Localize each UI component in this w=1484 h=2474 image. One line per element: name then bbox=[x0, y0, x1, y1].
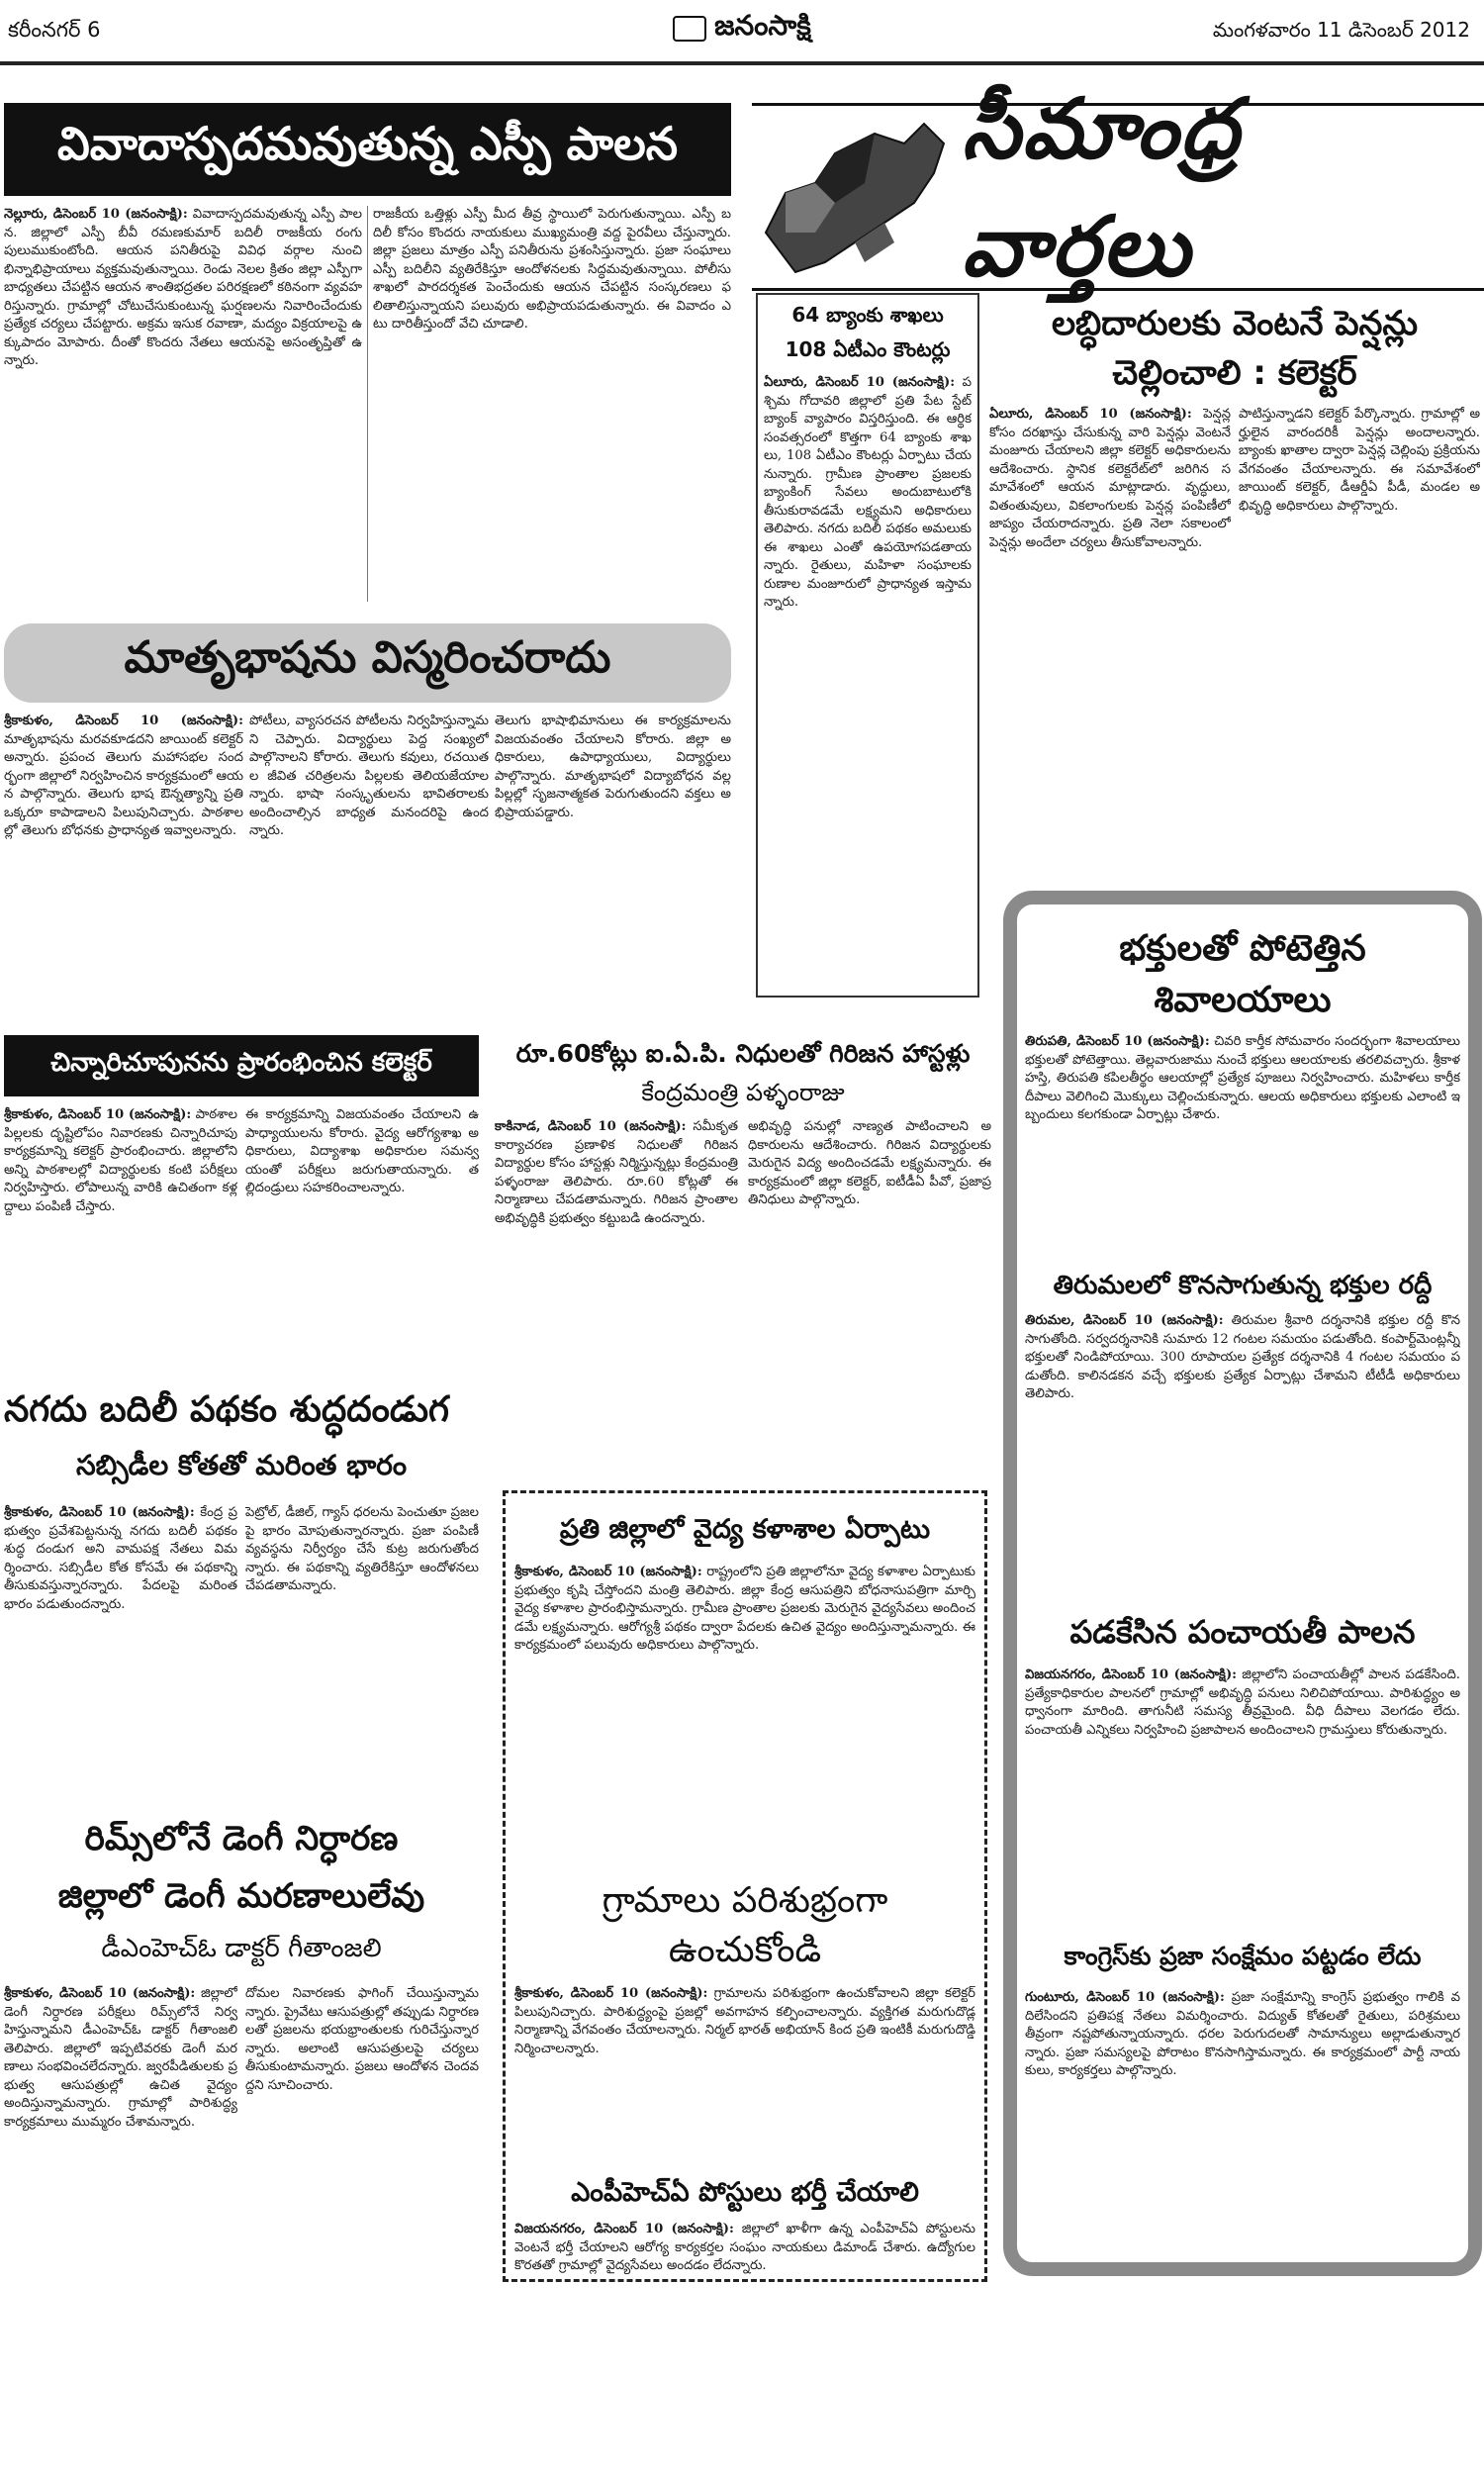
sp-rule-text-2: రాజకీయ ఒత్తిళ్లు ఎస్పీ మీద తీవ్ర స్థాయిలో పెరుగుతున్నాయి. ఎస్పీ బదిలీ కోసం కొందరు నాయకులు ముఖ్యమంత్రి వద్ద పైరవీలు చేస్తున్నారు. జిల్లా ప్రజలు మాత్రం ఎస్పీ పనితీరును ప్రశంసిస్తున్నారు. ప్రజా సంఘాలు ఎస్పీ బదిలీని వ్యతిరేకిస్తూ ఆందోళనలకు సిద్ధమవుతున్నాయి. పోలీసు శాఖలో పారదర్శకత పెంచేందుకు ఆయన చేపట్టిన సంస్కరణలు ఫలితాలిస్తున్నాయని పలువురు అభిప్రాయపడుతున్నారు. ఈ వివాదం ఎటు దారితీస్తుందో వేచి చూడాలి. bbox=[373, 207, 731, 332]
collector-scheme-dateline: శ్రీకాకుళం, డిసెంబర్ 10 (జనంసాక్షి): bbox=[4, 1107, 192, 1122]
clean-villages-headline-2: ఉంచుకోండి bbox=[668, 1930, 822, 1970]
anm-posts-dateline: విజయనగరం, డిసెంబర్ 10 (జనంసాక్షి): bbox=[514, 2222, 734, 2236]
sp-rule-text-1: వివాదాస్పదమవుతున్న ఎస్పీ పాలన. జిల్లాలో ఎస్పీ బీవీ రమణకుమార్ బదిలీ రాజకీయ రంగు పులుముకుంటోంది. ఆయన పనితీరుపై వివిధ వర్గాల నుంచి భిన్నాభిప్రాయాలు వ్యక్తమవుతున్నాయి. రెండు నెలల క్రితం జిల్లా ఎస్పీగా బాధ్యతలు చేపట్టిన ఆయన శాంతిభద్రతల పరిరక్షణలో కఠినంగా వ్యవహరిస్తున్నారు. గ్రామాల్లో చోటుచేసుకుంటున్న ఘర్షణలను నివారించేందుకు ప్రత్యేక చర్యలు చేపట్టారు. అక్రమ ఇసుక రవాణా, మద్యం విక్రయాలపై ఉక్కుపాదం మోపారు. దీంతో కొందరు నేతలు ఆయనపై అసంతృప్తితో ఉన్నారు. bbox=[4, 207, 362, 368]
panchayat-dateline: విజయనగరం, డిసెంబర్ 10 (జనంసాక్షి): bbox=[1025, 1667, 1238, 1682]
cash-transfer-col1 bbox=[4, 1504, 237, 1801]
sp-rule-col2 bbox=[373, 206, 731, 602]
mother-tongue-col1 bbox=[4, 713, 243, 1029]
panchayat-headline: పడకేసిన పంచాయతీ పాలన bbox=[1069, 1613, 1416, 1651]
anm-posts-body bbox=[514, 2221, 975, 2276]
dengue-dateline: శ్రీకాకుళం, డిసెంబర్ 10 (జనంసాక్షి): bbox=[4, 1986, 196, 2001]
tribal-hostels-dateline: కాకినాడ, డిసెంబర్ 10 (జనంసాక్షి): bbox=[495, 1119, 687, 1134]
pension-col2 bbox=[1239, 406, 1480, 881]
bank-atm-dateline: ఏలూరు, డిసెంబర్ 10 (జనంసాక్షి): bbox=[764, 375, 956, 390]
devotees-headline-1: భక్తులతో పోటెత్తిన bbox=[1119, 928, 1366, 969]
column-rule bbox=[367, 206, 368, 602]
bank-atm-box bbox=[756, 293, 979, 998]
mother-tongue-text-3: తెలుగు భాషాభిమానులు ఈ కార్యక్రమాలను విజయవంతం చేయాలని కోరారు. జిల్లా అధికారులు, ఉపాధ్యాయులు, విద్యార్థులు పాల్గొన్నారు. మాతృభాషలో విద్యాబోధన వల్ల పిల్లల్లో సృజనాత్మకత పెరుగుతుందని వక్తలు అభిప్రాయపడ్డారు. bbox=[495, 714, 731, 820]
masthead-icon bbox=[673, 16, 706, 42]
sp-rule-dateline: నెల్లూరు, డిసెంబర్ 10 (జనంసాక్షి): bbox=[4, 207, 188, 222]
header-rule bbox=[0, 61, 1484, 65]
bank-atm-body bbox=[764, 374, 972, 988]
clean-villages-headline-1: గ్రామాలు పరిశుభ్రంగా bbox=[602, 1880, 888, 1921]
section-banner bbox=[752, 80, 1484, 295]
panchayat-body bbox=[1025, 1666, 1460, 1924]
medical-colleges-body bbox=[514, 1564, 975, 1860]
medical-colleges-headline: ప్రతి జిల్లాలో వైద్య కళాశాల ఏర్పాటు bbox=[559, 1514, 931, 1545]
collector-scheme-headline: చిన్నారిచూపునను ప్రారంభించిన కలెక్టర్ bbox=[4, 1035, 479, 1096]
tribal-hostels-col1 bbox=[495, 1118, 738, 1475]
collector-scheme-text-2: ఈ కార్యక్రమాన్ని విజయవంతం చేయాలని ఉపాధ్యాయులను కోరారు. వైద్య ఆరోగ్యశాఖ అధికారులు, విద్యాశాఖ అధికారుల సమన్వయంతో పరీక్షలు జరుగుతాయన్నారు. తల్లిదండ్రులు సహకరించాలన్నారు. bbox=[245, 1107, 479, 1195]
medical-colleges-text: రాష్ట్రంలోని ప్రతి జిల్లాలోనూ వైద్య కళాశాల ఏర్పాటుకు ప్రభుత్వం కృషి చేస్తోందని మంత్రి తెలిపారు. జిల్లా కేంద్ర ఆసుపత్రిని బోధనాసుపత్రిగా మార్చి వైద్య కళాశాల ప్రారంభిస్తామన్నారు. గ్రామీణ ప్రాంతాల ప్రజలకు మెరుగైన వైద్యసేవలు అందించడమే లక్ష్యమన్నారు. ఆరోగ్యశ్రీ పథకం ద్వారా పేదలకు ఉచిత వైద్యం అందిస్తున్నామన్నారు. ఈ కార్యక్రమంలో పలువురు అధికారులు పాల్గొన్నారు. bbox=[514, 1565, 975, 1653]
collector-scheme-col2 bbox=[245, 1106, 479, 1354]
dengue-headline-1: రిమ్స్‌లోనే డెంగీ నిర్ధారణ bbox=[84, 1819, 399, 1858]
pension-text-1: పెన్షన్ల కోసం దరఖాస్తు చేసుకున్న వారి పెన్షన్లు వెంటనే మంజూరు చేయాలని జిల్లా కలెక్టర్ అధికారులను ఆదేశించారు. స్థానిక కలెక్టరేట్‌లో జరిగిన సమావేశంలో ఆయన మాట్లాడారు. వృద్ధులు, వితంతువులు, వికలాంగులకు పెన్షన్ల పంపిణీలో జాప్యం చేయరాదన్నారు. ప్రతి నెలా సకాలంలో పెన్షన్లు అందేలా చర్యలు తీసుకోవాలన్నారు. bbox=[989, 407, 1231, 550]
pension-headline: లబ్ధిదారులకు వెంటనే పెన్షన్లు చెల్లించాలి : కలెక్టర్ bbox=[1051, 304, 1419, 393]
page-header bbox=[0, 0, 1484, 61]
clean-villages-text: గ్రామాలను పరిశుభ్రంగా ఉంచుకోవాలని జిల్లా కలెక్టర్ పిలుపునిచ్చారు. పారిశుద్ధ్యంపై ప్రజల్లో అవగాహన కల్పించాలన్నారు. వ్యక్తిగత మరుగుదొడ్ల నిర్మాణాన్ని వేగవంతం చేయాలన్నారు. నిర్మల్ భారత్ అభియాన్ కింద ప్రతి ఇంటికీ మరుగుదొడ్డి నిర్మించాలన్నారు. bbox=[514, 1986, 975, 2056]
mother-tongue-headline: మాతృభాషను విస్మరించరాదు bbox=[4, 623, 731, 703]
tribal-hostels-headline: రూ.60కోట్లు ఐ.ఏ.పి. నిధులతో గిరిజన హాస్టళ్లు bbox=[515, 1039, 971, 1068]
tribal-hostels-text-2: అభివృద్ధి పనుల్లో నాణ్యత పాటించాలని అధికారులను ఆదేశించారు. గిరిజన విద్యార్థులకు మెరుగైన విద్య అందించడమే లక్ష్యమన్నారు. ఈ కార్యక్రమంలో జిల్లా కలెక్టర్, ఐటీడీఏ పీవో, ప్రజాప్రతినిధులు పాల్గొన్నారు. bbox=[748, 1119, 991, 1207]
masthead-title: జనంసాక్షి bbox=[714, 9, 811, 42]
tribal-hostels-text-1: సమీకృత కార్యాచరణ ప్రణాళిక నిధులతో గిరిజన విద్యార్థుల కోసం హాస్టళ్లు నిర్మిస్తున్నట్లు కేంద్రమంత్రి పళ్ళంరాజు తెలిపారు. రూ.60 కోట్లతో ఈ నిర్మాణాలు చేపడతామన్నారు. గిరిజన ప్రాంతాల అభివృద్ధికి ప్రభుత్వం కట్టుబడి ఉందన్నారు. bbox=[495, 1119, 738, 1226]
panchayat-text: జిల్లాలోని పంచాయతీల్లో పాలన పడకేసింది. ప్రత్యేకాధికారుల పాలనలో గ్రామాల్లో అభివృద్ధి పనులు నిలిచిపోయాయి. పారిశుద్ధ్యం అధ్వానంగా మారింది. తాగునీటి సమస్య తీవ్రమైంది. వీధి దీపాలు వెలగడం లేదు. పంచాయతీ ఎన్నికలు నిర్వహించి ప్రజాపాలన అందించాలని గ్రామస్తులు కోరుతున్నారు. bbox=[1025, 1667, 1460, 1738]
congress-dateline: గుంటూరు, డిసెంబర్ 10 (జనంసాక్షి): bbox=[1025, 1990, 1225, 2005]
devotees-headline-2: శివాలయాలు bbox=[1154, 980, 1332, 1020]
bank-atm-text: పశ్చిమ గోదావరి జిల్లాలో ప్రతి పేట స్టేట్ బ్యాంక్ వ్యాపారం విస్తరిస్తుంది. ఈ ఆర్థిక సంవత్సరంలో కొత్తగా 64 బ్యాంకు శాఖలు, 108 ఏటీఎం కౌంటర్లు ఏర్పాటు చేయనున్నారు. గ్రామీణ ప్రాంతాల ప్రజలకు బ్యాంకింగ్ సేవలు అందుబాటులోకి తీసుకురావడమే లక్ష్యమని అధికారులు తెలిపారు. నగదు బదిలీ పథకం అమలుకు ఈ శాఖలు ఎంతో ఉపయోగపడతాయన్నారు. రైతులు, మహిళా సంఘాలకు రుణాల మంజూరులో ప్రాధాన్యత ఇస్తామన్నారు. bbox=[764, 375, 972, 610]
anm-posts-text: జిల్లాలో ఖాళీగా ఉన్న ఎంపీహెచ్‌ఏ పోస్టులను వెంటనే భర్తీ చేయాలని ఆరోగ్య కార్యకర్తల సంఘం నాయకులు డిమాండ్ చేశారు. ఉద్యోగుల కొరతతో గ్రామాల్లో వైద్యసేవలు అందడం లేదన్నారు. bbox=[514, 2222, 975, 2273]
page-date: మంగళవారం 11 డిసెంబర్ 2012 bbox=[1212, 18, 1470, 42]
map-graphic bbox=[756, 114, 950, 284]
dengue-col1 bbox=[4, 1985, 237, 2282]
tirumala-dateline: తిరుమల, డిసెంబర్ 10 (జనంసాక్షి): bbox=[1025, 1313, 1224, 1328]
medical-colleges-dateline: శ్రీకాకుళం, డిసెంబర్ 10 (జనంసాక్షి): bbox=[514, 1565, 702, 1579]
dengue-headline-2: జిల్లాలో డెంగీ మరణాలులేవు bbox=[57, 1876, 425, 1916]
devotees-text: చివరి కార్తీక సోమవారం సందర్భంగా శివాలయాలు భక్తులతో పోటెత్తాయి. తెల్లవారుజాము నుంచే భక్తులు ఆలయాలకు తరలివచ్చారు. శ్రీకాళహస్తి, తిరుపతి కపిలతీర్థం ఆలయాల్లో ప్రత్యేక పూజలు నిర్వహించారు. మహిళలు కార్తీక దీపాలు వెలిగించి మొక్కులు చెల్లించుకున్నారు. ఆలయ అధికారులు భక్తులకు ఎలాంటి ఇబ్బందులు కలగకుండా ఏర్పాట్లు చేశారు. bbox=[1025, 1034, 1460, 1122]
congress-text: ప్రజా సంక్షేమాన్ని కాంగ్రెస్ ప్రభుత్వం గాలికి వదిలేసిందని ప్రతిపక్ష నేతలు విమర్శించారు. విద్యుత్ కోతలతో రైతులు, పరిశ్రమలు తీవ్రంగా నష్టపోతున్నాయన్నారు. ధరల పెరుగుదలతో సామాన్యులు అల్లాడుతున్నారన్నారు. ప్రజా సమస్యలపై పోరాటం కొనసాగిస్తామన్నారు. ఈ కార్యక్రమంలో పార్టీ నాయకులు, కార్యకర్తలు పాల్గొన్నారు. bbox=[1025, 1990, 1460, 2078]
dengue-text-1: జిల్లాలో డెంగీ నిర్ధారణ పరీక్షలు రిమ్స్‌లోనే నిర్వహిస్తున్నామని డీఎంహెచ్‌ఓ డాక్టర్ గీతాంజలి తెలిపారు. జిల్లాలో ఇప్పటివరకు డెంగీ మరణాలు సంభవించలేదన్నారు. జ్వరపీడితులకు ప్రభుత్వ ఆసుపత్రుల్లో ఉచిత వైద్యం అందిస్తున్నామన్నారు. గ్రామాల్లో పారిశుద్ధ్య కార్యక్రమాలు ముమ్మరం చేశామన్నారు. bbox=[4, 1986, 237, 2130]
cash-transfer-dateline: శ్రీకాకుళం, డిసెంబర్ 10 (జనంసాక్షి): bbox=[4, 1505, 195, 1520]
tirumala-body bbox=[1025, 1312, 1460, 1595]
dengue-subhead: డీఎంహెచ్‌ఓ డాక్టర్ గీతాంజలి bbox=[101, 1934, 382, 1963]
cash-transfer-col2 bbox=[245, 1504, 479, 1801]
mother-tongue-text-2: పోటీలు, వ్యాసరచన పోటీలను నిర్వహిస్తున్నామని చెప్పారు. విద్యార్థులు పెద్ద సంఖ్యలో పాల్గొనాలని కోరారు. తెలుగు కవులు, రచయితల జీవిత చరిత్రలను పిల్లలకు తెలియజేయాలన్నారు. భాషా సంస్కృతులను భావితరాలకు అందించాల్సిన బాధ్యత మనందరిపై ఉందన్నారు. bbox=[249, 714, 489, 838]
cash-transfer-text-1: కేంద్ర ప్రభుత్వం ప్రవేశపెట్టనున్న నగదు బదిలీ పథకం శుద్ధ దండుగ అని వామపక్ష నేతలు విమర్శించారు. సబ్సిడీల కోత కోసమే ఈ పథకాన్ని తీసుకువస్తున్నారన్నారు. పేదలపై మరింత భారం పడుతుందన్నారు. bbox=[4, 1505, 237, 1612]
congress-body bbox=[1025, 1989, 1460, 2252]
cash-transfer-subhead: సబ్సిడీల కోతతో మరింత భారం bbox=[75, 1449, 408, 1481]
pension-text-2: పాటిస్తున్నాడని కలెక్టర్ పేర్కొన్నారు. గ్రామాల్లో అర్హులైన వారందరికీ పెన్షన్లు అందాలన్నారు. బ్యాంకు ఖాతాల ద్వారా పెన్షన్ల చెల్లింపు ప్రక్రియను వేగవంతం చేయాలన్నారు. ఈ సమావేశంలో జాయింట్ కలెక్టర్, డీఆర్డీఏ పీడీ, మండల అభివృద్ధి అధికారులు పాల్గొన్నారు. bbox=[1239, 407, 1480, 514]
pension-col1 bbox=[989, 406, 1231, 881]
anm-posts-headline: ఎంపీహెచ్‌ఏ పోస్టులు భర్తీ చేయాలి bbox=[571, 2177, 919, 2208]
page-label: కరీంనగర్ 6 bbox=[8, 18, 101, 42]
sp-rule-col1 bbox=[4, 206, 362, 602]
congress-headline: కాంగ్రెస్‌కు ప్రజా సంక్షేమం పట్టడం లేదు bbox=[1064, 1942, 1422, 1970]
clean-villages-body bbox=[514, 1985, 975, 2163]
sp-rule-headline: వివాదాస్పదమవుతున్న ఎస్పీ పాలన bbox=[4, 103, 731, 196]
devotees-dateline: తిరుపతి, డిసెంబర్ 10 (జనంసాక్షి): bbox=[1025, 1034, 1210, 1049]
bank-atm-sub1: 64 బ్యాంకు శాఖలు bbox=[791, 303, 944, 327]
tribal-hostels-col2 bbox=[748, 1118, 991, 1475]
cash-transfer-text-2: పెట్రోల్, డీజిల్, గ్యాస్ ధరలను పెంచుతూ ప్రజలపై భారం మోపుతున్నారన్నారు. ప్రజా పంపిణీ వ్యవస్థను నిర్వీర్యం చేసే కుట్ర జరుగుతోందన్నారు. ఈ పథకాన్ని వ్యతిరేకిస్తూ ఆందోళనలు చేపడతామన్నారు. bbox=[245, 1505, 479, 1593]
devotees-body bbox=[1025, 1033, 1460, 1257]
pension-dateline: ఏలూరు, డిసెంబర్ 10 (జనంసాక్షి): bbox=[989, 407, 1192, 422]
tribal-hostels-subhead: కేంద్రమంత్రి పళ్ళంరాజు bbox=[641, 1079, 845, 1106]
mother-tongue-col2 bbox=[249, 713, 489, 1029]
mother-tongue-col3 bbox=[495, 713, 731, 1029]
dengue-text-2: దోమల నివారణకు ఫాగింగ్ చేయిస్తున్నామన్నారు. ప్రైవేటు ఆసుపత్రుల్లో తప్పుడు నిర్ధారణలతో ప్రజలను భయభ్రాంతులకు గురిచేస్తున్నారన్నారు. అలాంటి ఆసుపత్రులపై చర్యలు తీసుకుంటామన్నారు. ప్రజలు ఆందోళన చెందవద్దని సూచించారు. bbox=[245, 1986, 479, 2093]
masthead-logo bbox=[633, 6, 851, 51]
bank-atm-sub2: 108 ఏటీఎం కౌంటర్లు bbox=[785, 337, 951, 361]
collector-scheme-text-1: పాఠశాల పిల్లలకు దృష్టిలోపం నివారణకు చిన్నారిచూపు కార్యక్రమాన్ని కలెక్టర్ ప్రారంభించారు. జిల్లాలోని అన్ని పాఠశాలల్లో విద్యార్థులకు కంటి పరీక్షలు నిర్వహిస్తారు. లోపాలున్న వారికి ఉచితంగా కళ్లద్దాలు పంపిణీ చేస్తారు. bbox=[4, 1107, 237, 1214]
mother-tongue-dateline: శ్రీకాకుళం, డిసెంబర్ 10 (జనంసాక్షి): bbox=[4, 714, 243, 728]
dengue-col2 bbox=[245, 1985, 479, 2282]
section-banner-title: సీమాంధ్ర వార్తలు bbox=[962, 80, 1241, 295]
clean-villages-dateline: శ్రీకాకుళం, డిసెంబర్ 10 (జనంసాక్షి): bbox=[514, 1986, 708, 2001]
cash-transfer-headline: నగదు బదిలీ పథకం శుద్ధదండుగ bbox=[4, 1389, 450, 1430]
collector-scheme-col1 bbox=[4, 1106, 237, 1354]
mother-tongue-text-1: మాతృభాషను మరవకూడదని జాయింట్ కలెక్టర్ అన్నారు. ప్రపంచ తెలుగు మహాసభల సందర్భంగా జిల్లాలో నిర్వహించిన కార్యక్రమంలో ఆయన పాల్గొన్నారు. తెలుగు భాష ఔన్నత్యాన్ని ప్రతి ఒక్కరూ కాపాడాలని పిలుపునిచ్చారు. పాఠశాలల్లో తెలుగు బోధనకు ప్రాధాన్యత ఇవ్వాలన్నారు. bbox=[4, 731, 243, 838]
tirumala-headline: తిరుమలలో కొనసాగుతున్న భక్తుల రద్దీ bbox=[1053, 1271, 1433, 1300]
tirumala-text: తిరుమల శ్రీవారి దర్శనానికి భక్తుల రద్దీ కొనసాగుతోంది. సర్వదర్శనానికి సుమారు 12 గంటల సమయం పడుతోంది. కంపార్ట్‌మెంట్లన్నీ భక్తులతో నిండిపోయాయి. 300 రూపాయల ప్రత్యేక దర్శనానికి 4 గంటల సమయం పడుతోంది. కాలినడకన వచ్చే భక్తులకు ప్రత్యేక ఏర్పాట్లు చేశామని టీటీడీ అధికారులు తెలిపారు. bbox=[1025, 1313, 1460, 1401]
